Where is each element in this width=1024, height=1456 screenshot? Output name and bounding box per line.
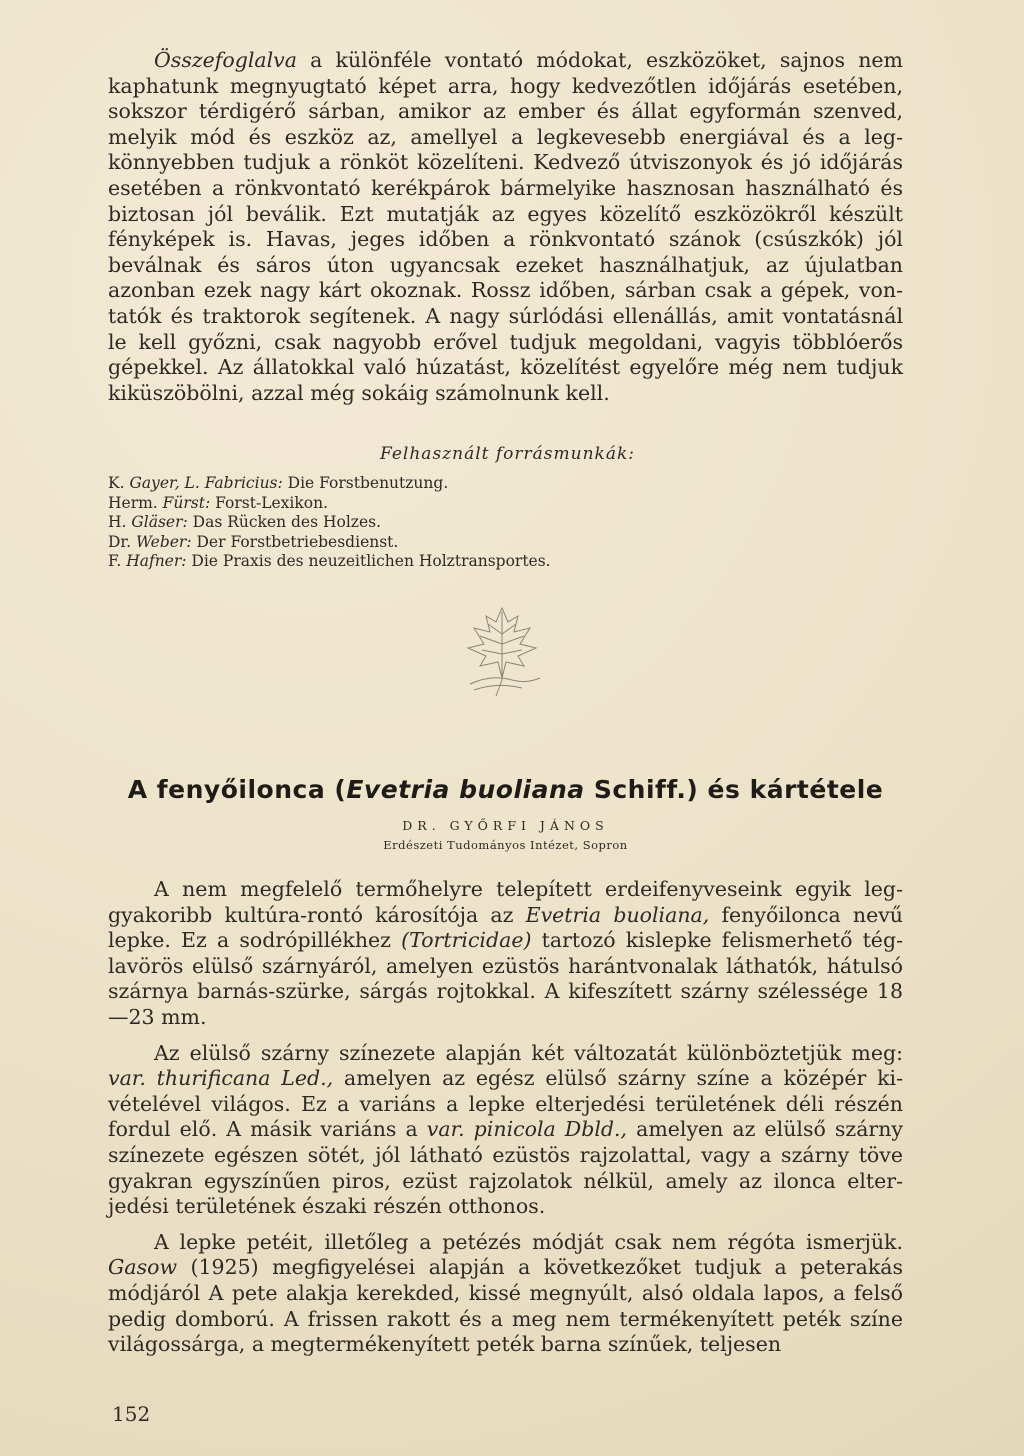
paragraph-summary <box>108 48 903 406</box>
reference-item: H. Gläser: Das Rücken des Holzes. <box>108 513 382 531</box>
reference-item: Dr. Weber: Der Forstbetriebesdienst. <box>108 532 399 551</box>
summary-text: a különféle vontató módokat, eszközöket, sajnos nem kaphatunk megnyugtató képet arra, hogy kedvezőtlen időjárás esetében, sokszor térdigérő sárban, amikor az ember és állat egyformán szenved, melyik mód és eszköz az, amellyel a legkevesebb energiával és a legkönnyebben tudjuk a rönköt közelíteni. Kedvező útviszonyok és jó időjárás esetében a rönkvontató kerékpárok bármelyike hasznosan használható és biztosan jól beválik. Ezt mutatják az egyes közelítő eszközökről készült fényképek is. Havas, jeges időben a rönkvontató szánok (csúszkók) jól beválnak és sáros úton ugyancsak ezeket használhatjuk, az újulatban azonban ezek nagy kárt okoznak. Rossz időben, sárban csak a gépek, vontatók és traktorok segítenek. A nagy súrlódási ellenállás, amit vontatásnál le kell győzni, csak nagyobb erővel tudjuk megoldani, vagyis többlóerős gépekkel. Az állatokkal való húzatást, közelítést egyelőre még nem tudjuk kiküszöbölni, azzal még sokáig számolnunk kell. <box>108 48 903 405</box>
paragraph-intro: A nem megfelelő termőhelyre telepített erdeifenyveseink egyik leggyakoribb kultúra-rontó károsítója az Evetria buoliana, fenyőilonca nevű lepke. Ez a sodrópillékhez (Tortricidae) tartozó kislepke felismerhető téglavörös elülső szárnyáról, amelyen ezüstös harántvonalak láthatók, hátulsó szárnya barnás-szürke, sárgás rojtokkal. A kifeszített szárny szélessége 18—23 mm. <box>108 877 904 1029</box>
title-species: Evetria buoliana <box>346 775 585 804</box>
references-heading: Felhasznált forrásmunkák: <box>380 444 636 464</box>
leaf-ornament-icon <box>452 600 552 700</box>
page-number: 152 <box>112 1402 151 1426</box>
paragraph-eggs: A lepke petéit, illetőleg a petézés módját csak nem régóta ismerjük. Gasow (1925) megfigyelései alapján a következőket tudjuk a peterakás módjáról A pete alakja kerekded, kissé megnyúlt, alsó oldala lapos, a felső pedig domború. A frissen rakott és a meg nem termékenyített peték színe világossárga, a megtermékenyített peték barna színűek, teljesen <box>108 1229 903 1357</box>
article-body <box>108 877 903 1358</box>
reference-item: F. Hafner: Die Praxis des neuzeitlichen Holztransportes. <box>108 552 551 570</box>
article-title: A fenyőilonca (Evetria buoliana Schiff.) és kártétele <box>127 775 884 804</box>
references-list <box>108 474 808 572</box>
reference-item: K. Gayer, L. Fabricius: Die Forstbenutzung. <box>108 474 449 492</box>
summary-lead: Összefoglalva <box>154 48 297 72</box>
paragraph-varieties: Az elülső szárny színezete alapján két változatát különböztetjük meg: var. thurificana Led., amelyen az egész elülső szárny színe a középér kivételével világos. Ez a variáns a lepke elterjedési területének déli részén fordul elő. A másik variáns a var. pinicola Dbld., amelyen az elülső szárny színezete egészen sötét, jól látható ezüstös rajzolattal, vagy a szárny töve gyakran egyszínűen piros, ezüst rajzolatok nélkül, amely az ilonca elterjedési területének északi részén otthonos. <box>108 1040 903 1219</box>
article-affiliation: Erdészeti Tudományos Intézet, Sopron <box>383 838 628 852</box>
intro-section <box>108 48 903 406</box>
reference-item: Herm. Fürst: Forst-Lexikon. <box>108 493 329 512</box>
article-author: DR. GYŐRFI JÁNOS <box>402 818 609 833</box>
